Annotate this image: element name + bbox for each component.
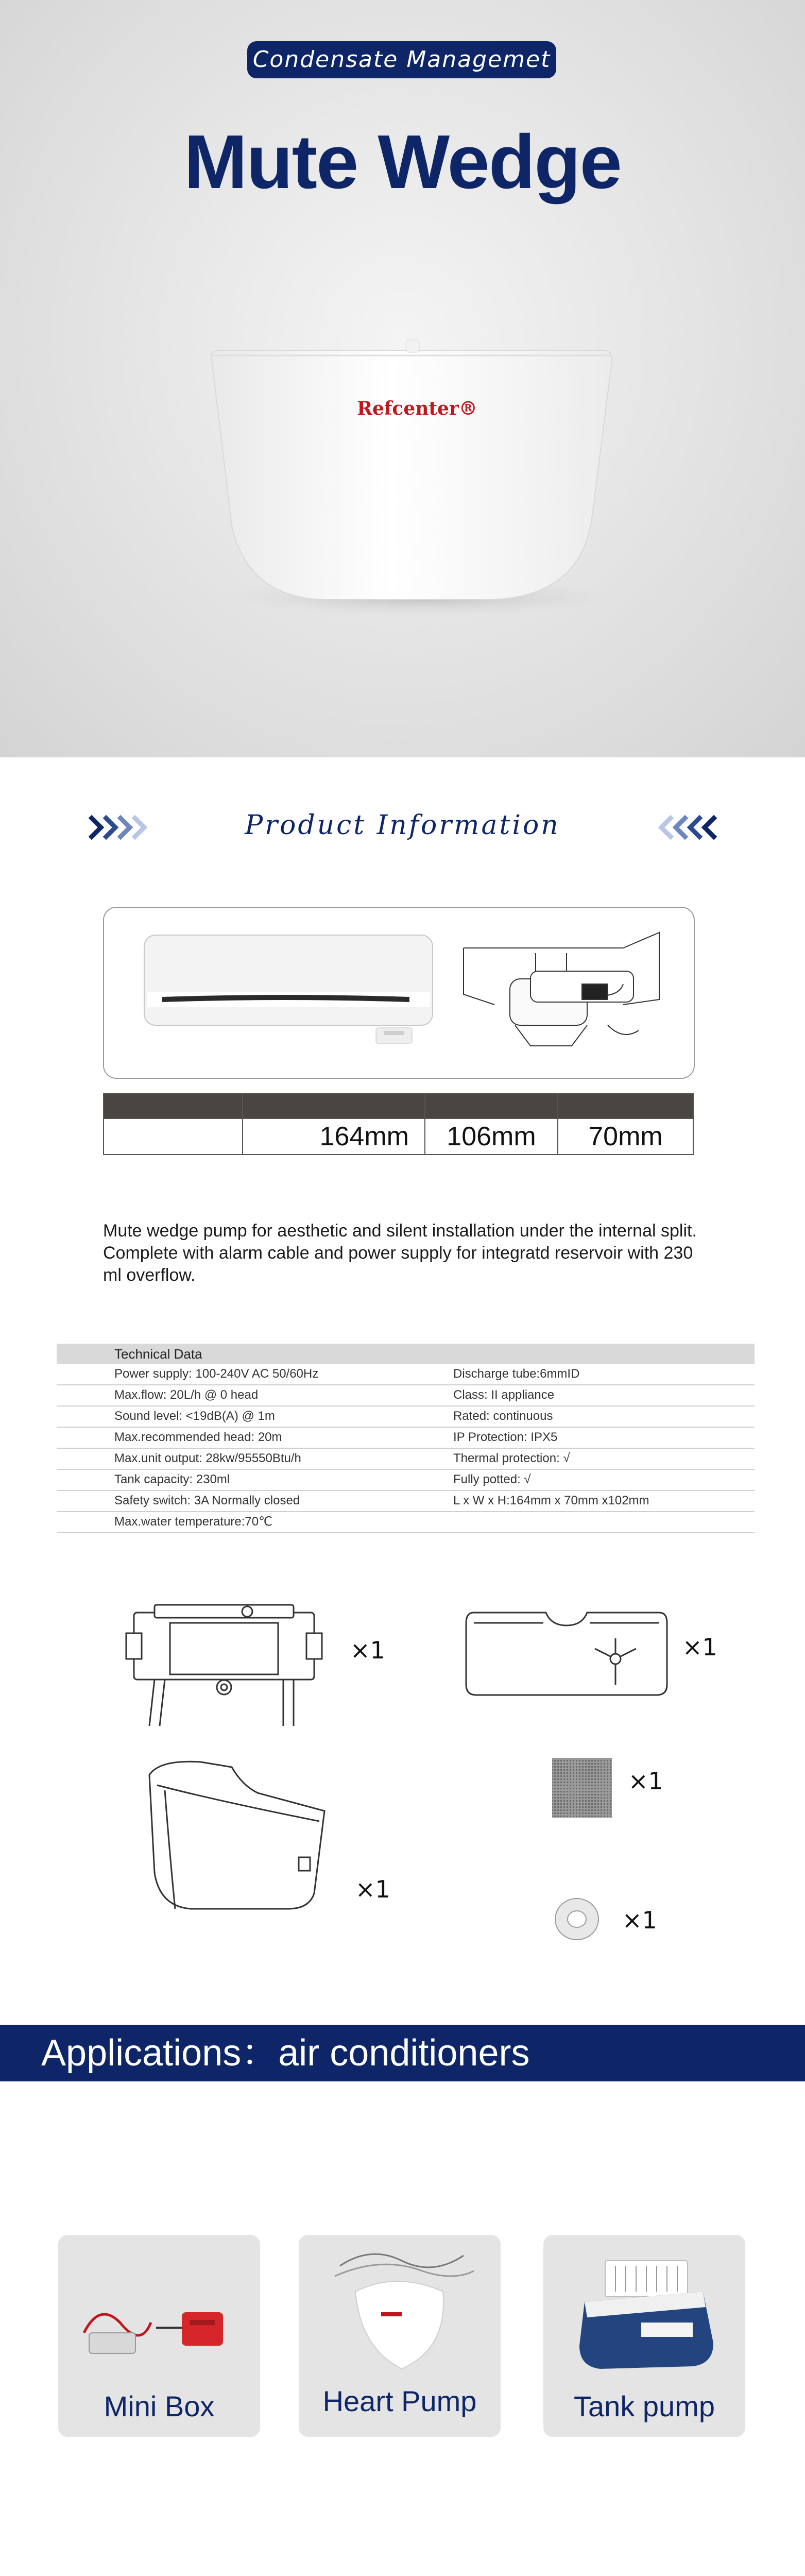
dimension-height: 106mm [425,1118,558,1155]
app-label: Tank pump [574,2390,715,2422]
filter-quantity: ×1 [628,1767,663,1795]
cover-quantity: ×1 [355,1875,390,1903]
tech-spec: Class: II appliance [453,1388,555,1402]
pump-unit-drawing [124,1602,324,1731]
tank-pump-product-image [569,2256,724,2374]
product-description: Mute wedge pump for aesthetic and silent installation under the internal split. Complete with alarm cable and power supply for integratd reservoir with 230 ml overflow. [103,1221,697,1285]
tech-row [57,1470,755,1491]
heart-pump-product-image [319,2245,479,2379]
dimension-cell-empty [104,1118,243,1155]
tech-spec: Max.recommended head: 20m [114,1430,282,1444]
mini-box-product-image [79,2292,238,2369]
app-card-tank-pump [543,2235,745,2437]
applications-banner: Applications：air conditioners [0,2025,805,2081]
tech-spec: Rated: continuous [453,1409,553,1423]
technical-data-heading: Technical Data [57,1344,755,1364]
tech-row [57,1428,755,1449]
chevrons-left-icon [650,814,717,841]
app-card-heart-pump [299,2235,501,2437]
tech-spec: Safety switch: 3A Normally closed [114,1494,300,1507]
product-brand-logo: Refcenter® [357,398,477,419]
tech-spec: IP Protection: IPX5 [453,1430,558,1444]
dimension-width: 70mm [558,1118,693,1155]
tank-drawing [461,1607,672,1700]
hero-section [0,0,805,757]
tech-spec: Tank capacity: 230ml [114,1472,230,1486]
tank-quantity: ×1 [682,1633,717,1661]
pump-mounting-diagram [453,922,670,1061]
tech-spec: L x W x H:164mm x 70mm x102mm [453,1494,649,1507]
category-badge: Condensate Managemet [247,41,556,78]
app-card-mini-box [58,2235,260,2437]
tech-row [57,1449,755,1470]
dimension-length: 164mm [243,1118,425,1155]
tech-spec: Max.flow: 20L/h @ 0 head [114,1388,259,1402]
tech-spec: Discharge tube:6mmID [453,1367,580,1381]
tech-spec: Max.water temperature:70℃ [114,1515,273,1529]
tech-spec: Sound level: <19dB(A) @ 1m [114,1409,275,1423]
tech-row [57,1512,755,1533]
tech-row [57,1385,755,1406]
cover-drawing [139,1754,335,1914]
product-photo [201,330,623,618]
tech-spec: Fully potted: √ [453,1472,531,1486]
tech-row [57,1491,755,1512]
app-label: Mini Box [104,2390,215,2422]
air-conditioner-illustration [142,930,435,1048]
foam-tape-image [554,1896,600,1942]
tech-spec: Thermal protection: √ [453,1451,570,1465]
pump-quantity: ×1 [350,1636,385,1664]
tech-spec: Max.unit output: 28kw/95550Btu/h [114,1451,301,1465]
product-title: Mute Wedge [184,120,621,205]
dimension-table [103,1093,694,1155]
tape-quantity: ×1 [622,1906,657,1934]
tech-spec: Power supply: 100-240V AC 50/60Hz [114,1367,319,1381]
filter-mesh-image [551,1757,613,1819]
tech-row [57,1406,755,1428]
section-title-product-information: Product Information [245,810,560,841]
tech-row [57,1364,755,1385]
app-label: Heart Pump [322,2385,477,2417]
technical-data-table [57,1344,755,1533]
